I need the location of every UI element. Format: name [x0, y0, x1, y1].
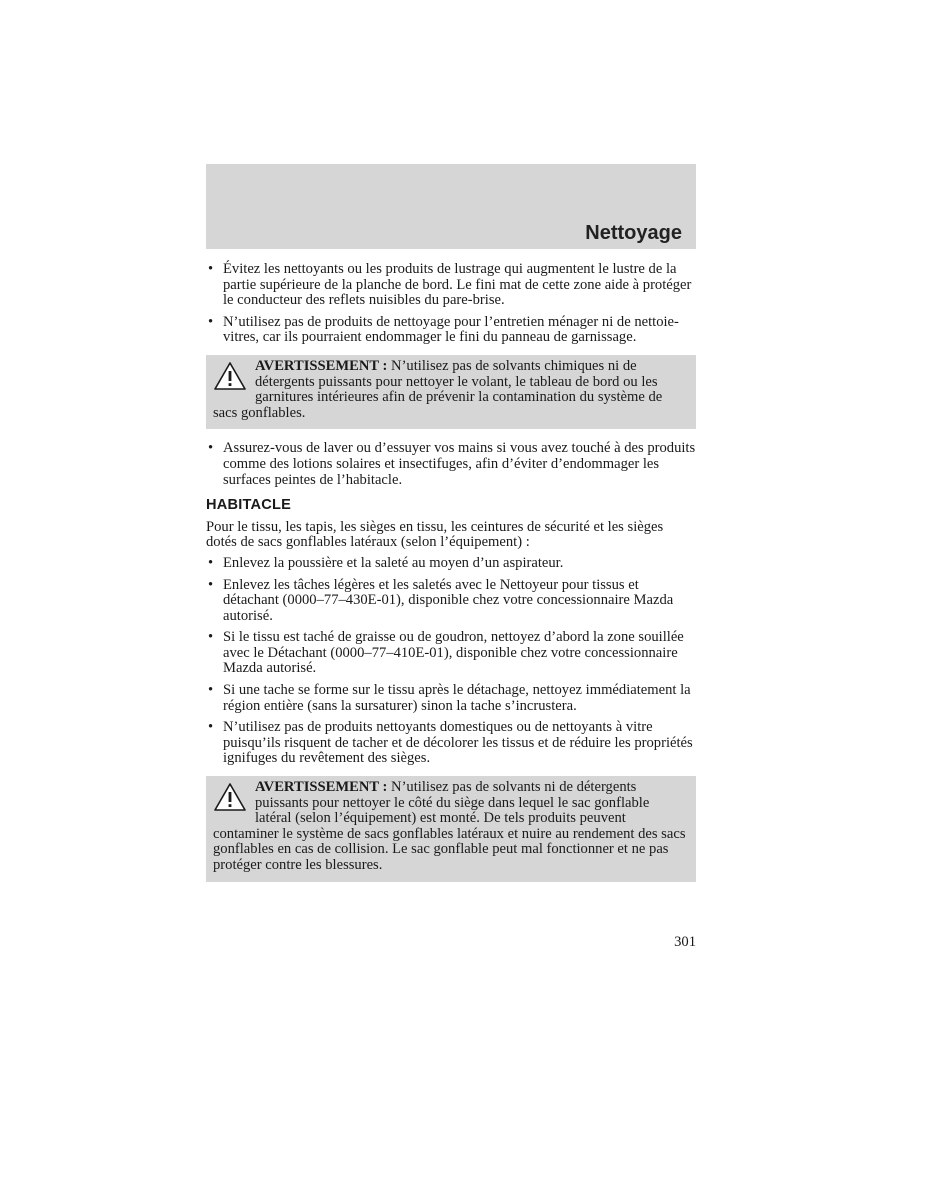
page-number: 301: [674, 934, 696, 950]
list-item: • Assurez-vous de laver ou d’essuyer vos mains si vous avez touché à des produits comme des lotions solaires et insectifuges, afin d’éviter d’endommager les surfaces peintes de l’habitacle.: [206, 441, 696, 488]
list-item: • Enlevez la poussière et la saleté au moyen d’un aspirateur.: [206, 556, 696, 572]
warning-triangle-icon: [213, 782, 247, 812]
list-item: • Si le tissu est taché de graisse ou de goudron, nettoyez d’abord la zone souillée avec le Détachant (0000–77–410E-01), disponible chez votre concessionnaire Mazda autorisé.: [206, 630, 696, 677]
list-item: • N’utilisez pas de produits de nettoyage pour l’entretien ménager ni de nettoie-vitres, car ils pourraient endommager le fini du panneau de garnissage.: [206, 315, 696, 346]
bullet-list-mid: [206, 441, 696, 488]
list-item: • N’utilisez pas de produits nettoyants domestiques ou de nettoyants à vitre puisqu’ils risquent de tacher et de décolorer les tissus et de réduire les propriétés ignifuges du revêtement des sièges.: [206, 720, 696, 767]
warning-label: AVERTISSEMENT :: [255, 357, 388, 374]
list-item: • Évitez les nettoyants ou les produits de lustrage qui augmentent le lustre de la partie supérieure de la planche de bord. Le fini mat de cette zone aide à protéger le conducteur des reflets nuisibles du pare-brise.: [206, 262, 696, 309]
page-title: Nettoyage: [585, 222, 682, 244]
warning-box: [206, 355, 696, 429]
warning-text: N’utilisez pas de solvants ni de détergents puissants pour nettoyer le côté du siège dans lequel le sac gonflable latéral (selon l’équipement) est monté. De tels produits peuvent contaminer le système de sacs gonflables latéraux et nuire au rendement des sacs gonflables en cas de collision. Le sac gonflable peut mal fonctionner et ne pas protéger contre les blessures.: [213, 779, 686, 873]
bullet-list-top: [206, 262, 696, 346]
list-item: • Enlevez les tâches légères et les saletés avec le Nettoyeur pour tissus et détachant (0000–77–430E-01), disponible chez votre concessionnaire Mazda autorisé.: [206, 578, 696, 625]
main-content: [206, 262, 696, 894]
warning-box: [206, 776, 696, 882]
list-item: • Si une tache se forme sur le tissu après le détachage, nettoyez immédiatement la région entière (sans la sursaturer) sinon la tache s’incrustera.: [206, 683, 696, 714]
bullet-list-habitacle: [206, 556, 696, 767]
warning-text: N’utilisez pas de solvants chimiques ni de détergents puissants pour nettoyer le volant, le tableau de bord ou les garnitures intérieures afin de prévenir la contamination du système de sacs gonflables.: [213, 357, 663, 421]
warning-triangle-icon: [213, 361, 247, 391]
section-heading: HABITACLE: [206, 497, 292, 514]
header-band: [206, 164, 696, 249]
warning-label: AVERTISSEMENT :: [255, 779, 388, 796]
section-intro: Pour le tissu, les tapis, les sièges en tissu, les ceintures de sécurité et les sièges dotés de sacs gonflables latéraux (selon l’équipement) :: [206, 518, 664, 551]
